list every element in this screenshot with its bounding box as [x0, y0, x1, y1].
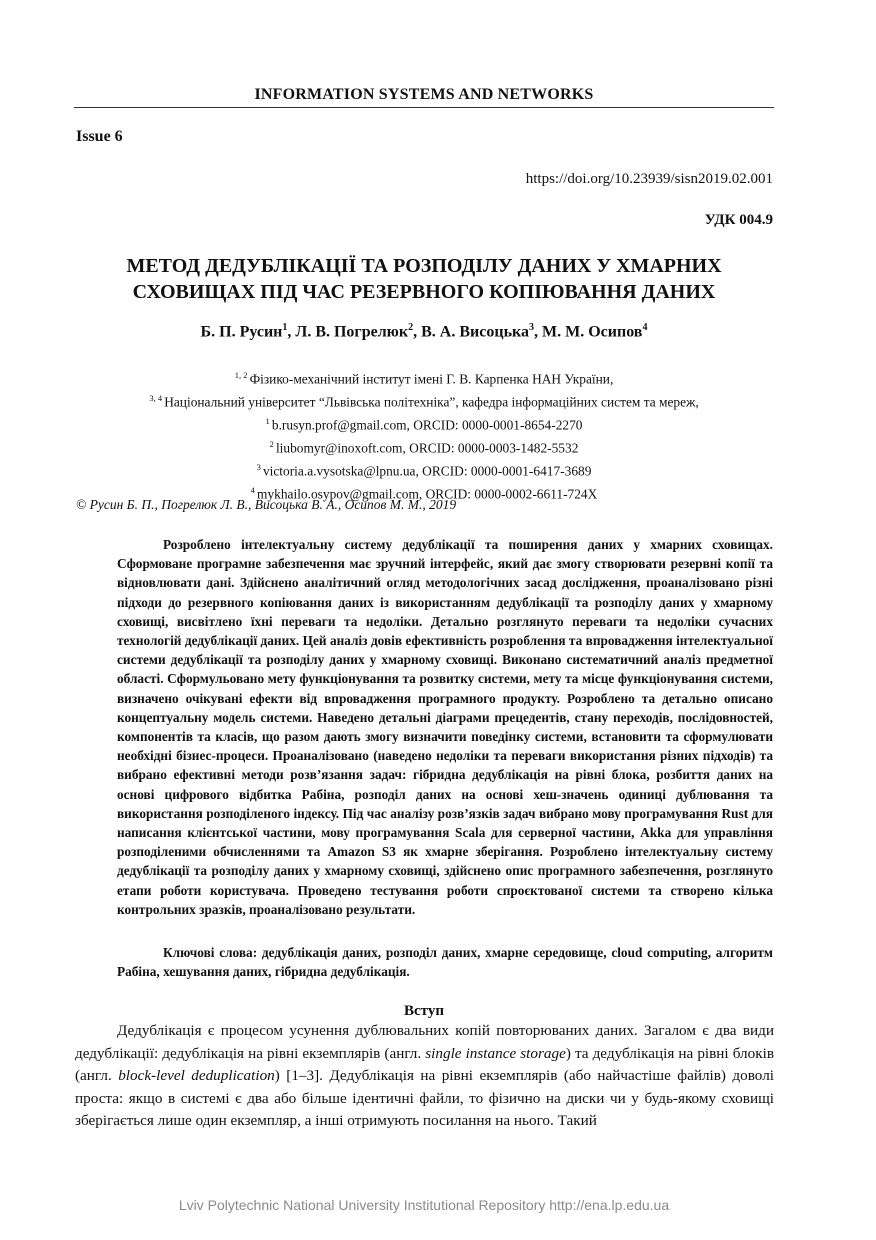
copyright-line: © Русин Б. П., Погрелюк Л. В., Висоцька В. А., Осипов М. М., 2019 — [76, 497, 457, 512]
author-sup: 4 — [642, 322, 648, 333]
repository-footer: Lviv Polytechnic National University Institutional Repository http://ena.lp.edu.ua — [178, 1197, 670, 1213]
journal-name: INFORMATION SYSTEMS AND NETWORKS — [254, 86, 594, 103]
affiliation-sup: 1 — [265, 416, 272, 427]
affiliation-sup: 4 — [250, 485, 258, 496]
title-line-1: МЕТОД ДЕДУБЛІКАЦІЇ ТА РОЗПОДІЛУ ДАНИХ У ХМАРНИХ — [126, 255, 722, 277]
intro-paragraph — [75, 1020, 774, 1133]
issue-number: Issue 6 — [76, 128, 123, 145]
intro-text: Дедублікація є процесом усунення дублювальних копій повторюваних даних. Загалом є два види дедублікації: дедублікація на рівні екземплярів (англ. — [75, 1022, 774, 1062]
author-name: М. М. Осипов — [542, 323, 643, 341]
title-line-2: СХОВИЩАХ ПІД ЧАС РЕЗЕРВНОГО КОПІЮВАННЯ ДАНИХ — [132, 281, 716, 303]
udk-code: УДК 004.9 — [704, 212, 773, 228]
author-sep: , — [287, 323, 296, 341]
affiliation-sup: 1, 2 — [234, 370, 250, 380]
author-sup: 3 — [529, 322, 534, 333]
author-name: В. А. Висоцька — [421, 323, 529, 341]
section-title: Вступ — [404, 1003, 444, 1019]
affiliations — [74, 366, 774, 504]
affiliation-line — [74, 389, 774, 412]
affiliation-line — [74, 366, 774, 389]
affiliation-sup: 2 — [269, 439, 276, 450]
affiliation-line — [74, 458, 774, 481]
author-name: Б. П. Русин — [200, 323, 283, 341]
intro-term: single instance storage — [425, 1044, 566, 1062]
author-sep: , — [534, 323, 542, 341]
affiliation-line — [74, 412, 774, 435]
affiliation-line — [74, 435, 774, 458]
affiliation-sup: 3 — [256, 462, 263, 473]
author-name: Л. В. Погрелюк — [295, 323, 409, 341]
affiliation-text: Національний університет “Львівська політехніка”, кафедра інформаційних систем та мереж, — [164, 394, 699, 410]
article-title — [74, 253, 774, 305]
affiliation-text: mykhailo.osypov@gmail.com, ORCID: 0000-0002-6611-724X — [257, 486, 598, 502]
affiliation-text: victoria.a.vysotska@lpnu.ua, ORCID: 0000-0001-6417-3689 — [262, 463, 592, 479]
abstract: Розроблено інтелектуальну систему дедублікації та поширення даних у хмарних сховищах. Сформоване програмне забезпечення має зручний інтерфейс, який дає змогу створювати резервні копії та відновлювати дані. Здійснено аналітичний огляд методологічних засад дослідження, проаналізовано різні підходи до резервного копіювання даних із використанням дедублікації та розподілу даних у хмарному сховищі, висвітлено їхні переваги та недоліки. Детально розглянуто переваги та недоліки сучасних технологій дедублікації даних. Цей аналіз довів ефективність розроблення та впровадження інтелектуальної системи дедублікації та розподілу даних у хмарному сховищі. Виконано систематичний аналіз предметної області. Сформульовано мету функціонування та розвитку системи, мету та місце функціонування системи, визначено очікувані ефекти від впровадження програмного продукту. Розроблено та детально описано концептуальну модель системи. Наведено детальні діаграми прецедентів, стану переходів, послідовностей, компонентів та класів, що разом дають змогу визначити поведінку системи, встановити та сформулювати необхідні бізнес-процеси. Проаналізовано (наведено недоліки та переваги використання різних підходів) та вибрано ефективні методи розв’язання задач: гібридна дедублікація на рівні блока, розбиття даних на основі цифрового відбитка Рабіна, розподіл даних на основі хеш-значень одиниці дублювання та використання розподіленого індексу. Під час аналізу розв’язків задач вибрано мову програмування Rust для написання клієнтської частини, мову програмування Scala для серверної частини, Akka для управління розподіленими обчисленнями та Amazon S3 як хмарне зберігання. Розроблено інтелектуальну систему дедублікації та розподілу даних у хмарному сховищі, здійснено опис програмного забезпечення, розглянуто етапи роботи користувача. Проведено тестування роботи спроєктованої системи та створено кілька контрольних зразків, проаналізовано результати. — [117, 537, 773, 917]
intro-text: ) [1–3]. Дедублікація на рівні екземплярів (або найчастіше файлів) доволі проста: якщо в системі є два або більше ідентичні файли, то фізично на диски чи у будь-якому сховищі зберігається лише один екземпляр, а інші отримують посилання на нього. Такий — [75, 1067, 774, 1130]
affiliation-sup: 3, 4 — [149, 393, 165, 404]
intro-term: block-level deduplication — [118, 1067, 275, 1085]
keywords: Ключові слова: дедублікація даних, розподіл даних, хмарне середовище, cloud computing, алгоритм Рабіна, хешування даних, гібридна дедублікація. — [117, 945, 773, 980]
author-sup: 2 — [408, 322, 414, 333]
doi-link[interactable]: https://doi.org/10.23939/sisn2019.02.001 — [525, 171, 773, 187]
author-list — [74, 322, 774, 341]
affiliation-text: liubomyr@inoxoft.com, ORCID: 0000-0003-1482-5532 — [275, 440, 579, 456]
header-rule — [74, 107, 774, 108]
intro-text: ) та дедублікація на рівні блоків (англ. — [75, 1044, 774, 1085]
affiliation-text: Фізико-механічний інститут імені Г. В. Карпенка НАН України, — [249, 371, 614, 387]
affiliation-text: b.rusyn.prof@gmail.com, ORCID: 0000-0001-8654-2270 — [271, 417, 583, 433]
author-sup: 1 — [282, 322, 288, 333]
author-sep: , — [413, 323, 422, 341]
